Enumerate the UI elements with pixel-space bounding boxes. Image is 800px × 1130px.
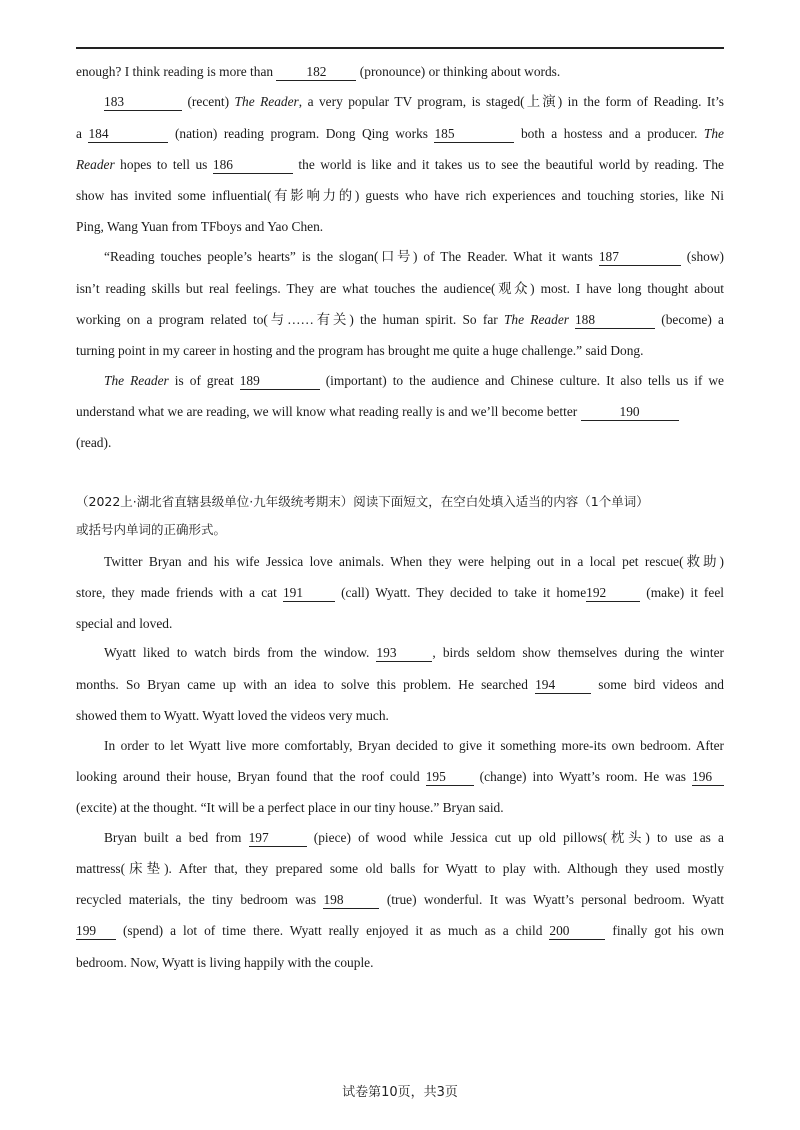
passage2-line: store, they made friends with a cat 191 (call) Wyatt. They decided to take it home192 (make) it feel bbox=[76, 585, 724, 600]
blank-193[interactable]: 193 bbox=[376, 645, 432, 662]
passage1-line: “Reading touches people’s hearts” is the slogan(口号) of The Reader. What it wants 187 (show) bbox=[104, 249, 724, 264]
passage2-line: mattress(床垫). After that, they prepared some old balls for Wyatt to play with. Although they used mostly bbox=[76, 861, 724, 876]
blank-194[interactable]: 194 bbox=[535, 677, 591, 694]
passage1-line: understand what we are reading, we will know what reading really is and we’ll become better 190 bbox=[76, 402, 756, 422]
passage1-line: The Reader is of great 189 (important) to the audience and Chinese culture. It also tells us if we bbox=[104, 373, 725, 388]
passage1-line: Reader hopes to tell us 186 the world is like and it takes us to see the beautiful world by reading. The bbox=[76, 157, 725, 172]
blank-195[interactable]: 195 bbox=[426, 769, 474, 786]
passage2-line: In order to let Wyatt live more comfortably, Bryan decided to give it something more-its own bedroom. After bbox=[104, 738, 724, 753]
blank-185[interactable]: 185 bbox=[434, 126, 514, 143]
blank-183[interactable]: 183 bbox=[104, 94, 182, 111]
passage1-line: enough? I think reading is more than 182 (pronounce) or thinking about words. bbox=[76, 64, 561, 79]
passage2-line: Wyatt liked to watch birds from the window. 193 , birds seldom show themselves during the winter bbox=[104, 645, 725, 660]
passage2-line: months. So Bryan came up with an idea to solve this problem. He searched 194 some bird videos and bbox=[76, 677, 724, 692]
passage2-line: 199 (spend) a lot of time there. Wyatt really enjoyed it as much as a child 200 finally got his own bbox=[76, 923, 724, 938]
passage1-line: a 184 (nation) reading program. Dong Qing works 185 both a hostess and a producer. The bbox=[76, 126, 724, 141]
blank-184[interactable]: 184 bbox=[88, 126, 168, 143]
blank-192[interactable]: 192 bbox=[586, 585, 640, 602]
blank-190[interactable]: 190 bbox=[581, 404, 679, 421]
passage2-line: looking around their house, Bryan found that the roof could 195 (change) into Wyatt’s room. He was 196 bbox=[76, 767, 724, 787]
passage1-line: 183 (recent) The Reader, a very popular TV program, is staged(上演) in the form of Reading. It’s bbox=[104, 94, 724, 109]
blank-182[interactable]: 182 bbox=[276, 64, 356, 81]
blank-188[interactable]: 188 bbox=[575, 312, 655, 329]
page-footer: 试卷第10页，共3页 bbox=[342, 1085, 458, 1100]
passage1-line: Ping, Wang Yuan from TFboys and Yao Chen. bbox=[76, 219, 324, 234]
passage1-line: turning point in my career in hosting and the program has brought me quite a huge challenge.” said Dong. bbox=[76, 343, 644, 358]
blank-186[interactable]: 186 bbox=[213, 157, 293, 174]
blank-199[interactable]: 199 bbox=[76, 923, 116, 940]
passage2-line: (excite) at the thought. “It will be a perfect place in our tiny house.” Bryan said. bbox=[76, 800, 504, 815]
section-instructions: （2022上·湖北省直辖县级单位·九年级统考期末）阅读下面短文，在空白处填入适当的内容（1个单词） bbox=[76, 494, 649, 509]
passage1-line: show has invited some influential(有影响力的) guests who have rich experiences and touching stories, like Ni bbox=[76, 188, 724, 203]
header-rule bbox=[76, 47, 724, 49]
passage1-line: (read). bbox=[76, 435, 112, 450]
blank-189[interactable]: 189 bbox=[240, 373, 320, 390]
section-instructions: 或括号内单词的正确形式。 bbox=[76, 522, 227, 537]
passage2-line: special and loved. bbox=[76, 616, 173, 631]
passage2-line: Twitter Bryan and his wife Jessica love animals. When they were helping out in a local pet rescue(救助) bbox=[104, 554, 724, 569]
passage2-line: recycled materials, the tiny bedroom was 198 (true) wonderful. It was Wyatt’s personal bedroom. Wyatt bbox=[76, 892, 724, 907]
passage2-line: Bryan built a bed from 197 (piece) of wood while Jessica cut up old pillows(枕头) to use as a bbox=[104, 830, 724, 845]
blank-198[interactable]: 198 bbox=[323, 892, 379, 909]
passage2-line: showed them to Wyatt. Wyatt loved the videos very much. bbox=[76, 708, 389, 723]
blank-197[interactable]: 197 bbox=[249, 830, 307, 847]
passage2-line: bedroom. Now, Wyatt is living happily with the couple. bbox=[76, 955, 374, 970]
passage1-line: working on a program related to(与……有关) the human spirit. So far The Reader 188 (become) a bbox=[76, 312, 724, 327]
passage1-line: isn’t reading skills but real feelings. They are what touches the audience(观众) most. I have long thought about bbox=[76, 281, 724, 296]
blank-191[interactable]: 191 bbox=[283, 585, 335, 602]
blank-196[interactable]: 196 bbox=[692, 769, 724, 786]
blank-200[interactable]: 200 bbox=[549, 923, 605, 940]
blank-187[interactable]: 187 bbox=[599, 249, 681, 266]
